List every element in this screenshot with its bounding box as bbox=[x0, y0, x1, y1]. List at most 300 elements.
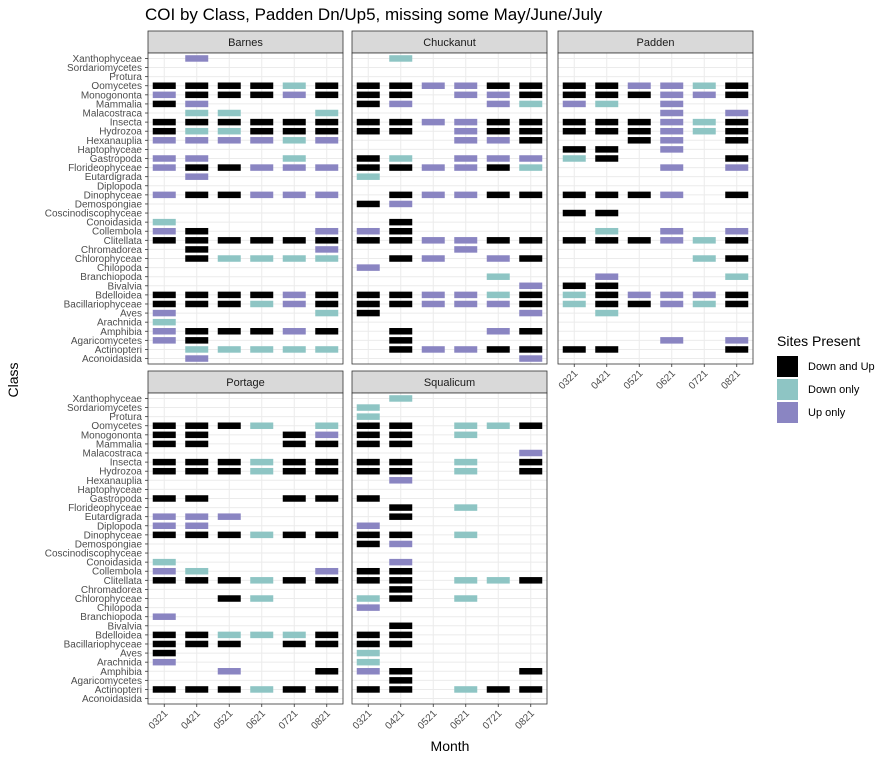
tile-padden-insecta-0621 bbox=[660, 119, 683, 126]
x-tick-label: 0821 bbox=[719, 368, 743, 392]
tile-barnes-hexanauplia-0521 bbox=[218, 137, 241, 144]
tile-padden-agaricomycetes-0821 bbox=[725, 337, 748, 344]
tile-portage-insecta-0821 bbox=[315, 459, 338, 466]
tile-squalicum-bivalvia-0421 bbox=[389, 623, 412, 630]
tile-chuckanut-dinophyceae-0521 bbox=[422, 192, 445, 199]
tile-squalicum-monogononta-0621 bbox=[454, 432, 477, 439]
x-tick-label: 0521 bbox=[415, 708, 440, 732]
y-tick-label: Bdelloidea bbox=[95, 630, 142, 642]
tile-squalicum-dinophyceae-0421 bbox=[389, 532, 412, 539]
y-tick-label: Eutardigrada bbox=[84, 172, 142, 184]
tile-chuckanut-mammalia-0321 bbox=[357, 101, 380, 108]
tile-barnes-monogononta-0821 bbox=[315, 92, 338, 99]
tile-barnes-aves-0821 bbox=[315, 310, 338, 317]
plot-background bbox=[148, 393, 343, 704]
tile-barnes-malacostraca-0421 bbox=[185, 110, 208, 117]
tile-chuckanut-demospongiae-0321 bbox=[357, 201, 380, 208]
tile-portage-dinophyceae-0321 bbox=[153, 532, 176, 539]
tile-barnes-bdelloidea-0721 bbox=[283, 292, 306, 299]
facet-label: Padden bbox=[636, 37, 675, 49]
tile-chuckanut-hydrozoa-0621 bbox=[454, 128, 477, 135]
y-tick-label: Agaricomycetes bbox=[70, 335, 142, 347]
tile-barnes-eutardigrada-0421 bbox=[185, 173, 208, 180]
tile-padden-actinopteri-0421 bbox=[595, 346, 618, 353]
tile-padden-oomycetes-0721 bbox=[693, 82, 716, 89]
tile-padden-monogononta-0521 bbox=[628, 92, 651, 99]
tile-squalicum-chlorophyceae-0321 bbox=[357, 595, 380, 602]
tile-chuckanut-oomycetes-0721 bbox=[487, 82, 510, 89]
tile-portage-branchiopoda-0321 bbox=[153, 613, 176, 620]
tile-barnes-bacillariophyceae-0521 bbox=[218, 301, 241, 308]
y-tick-label: Chlorophyceae bbox=[74, 254, 142, 266]
x-tick-label: 0621 bbox=[244, 708, 268, 732]
tile-squalicum-florideophyceae-0621 bbox=[454, 504, 477, 511]
tile-portage-bdelloidea-0821 bbox=[315, 632, 338, 639]
tile-barnes-bacillariophyceae-0721 bbox=[283, 301, 306, 308]
tile-portage-diplopoda-0421 bbox=[185, 523, 208, 530]
tile-chuckanut-gastropoda-0721 bbox=[487, 155, 510, 162]
tile-chuckanut-bacillariophyceae-0321 bbox=[357, 301, 380, 308]
tile-padden-bacillariophyceae-0621 bbox=[660, 301, 683, 308]
tile-chuckanut-clitellata-0521 bbox=[422, 237, 445, 244]
x-tick-label: 0821 bbox=[513, 708, 537, 732]
tile-barnes-clitellata-0721 bbox=[283, 237, 306, 244]
tile-portage-collembola-0421 bbox=[185, 568, 208, 575]
panel-chuckanut bbox=[352, 31, 547, 364]
y-tick-label: Branchiopoda bbox=[80, 612, 142, 624]
tile-portage-insecta-0421 bbox=[185, 459, 208, 466]
tile-portage-diplopoda-0321 bbox=[153, 523, 176, 530]
y-axis-title: Class bbox=[5, 362, 21, 398]
tile-barnes-hexanauplia-0621 bbox=[250, 137, 273, 144]
tile-padden-bivalvia-0321 bbox=[563, 283, 586, 290]
y-tick-label: Clitellata bbox=[103, 575, 142, 587]
tile-barnes-insecta-0321 bbox=[153, 119, 176, 126]
x-tick-label: 0421 bbox=[589, 368, 613, 392]
tile-padden-hydrozoa-0421 bbox=[595, 128, 618, 135]
y-tick-label: Chlorophyceae bbox=[74, 594, 142, 606]
tile-portage-clitellata-0821 bbox=[315, 577, 338, 584]
y-tick-label: Aconoidasida bbox=[81, 694, 142, 706]
tile-padden-gastropoda-0421 bbox=[595, 155, 618, 162]
tile-padden-collembola-0621 bbox=[660, 228, 683, 235]
tile-squalicum-eutardigrada-0421 bbox=[389, 513, 412, 520]
tile-chuckanut-bacillariophyceae-0421 bbox=[389, 301, 412, 308]
tile-padden-monogononta-0821 bbox=[725, 92, 748, 99]
tile-portage-clitellata-0321 bbox=[153, 577, 176, 584]
tile-padden-oomycetes-0521 bbox=[628, 82, 651, 89]
tile-chuckanut-dinophyceae-0721 bbox=[487, 192, 510, 199]
tile-barnes-gastropoda-0321 bbox=[153, 155, 176, 162]
tile-padden-hydrozoa-0321 bbox=[563, 128, 586, 135]
tile-chuckanut-florideophyceae-0321 bbox=[357, 164, 380, 171]
tile-chuckanut-florideophyceae-0621 bbox=[454, 164, 477, 171]
tile-barnes-amphibia-0621 bbox=[250, 328, 273, 335]
tile-chuckanut-clitellata-0321 bbox=[357, 237, 380, 244]
tile-portage-insecta-0721 bbox=[283, 459, 306, 466]
tile-barnes-florideophyceae-0421 bbox=[185, 164, 208, 171]
plot-background bbox=[352, 393, 547, 704]
y-tick-label: Hexanauplia bbox=[86, 135, 142, 147]
tile-portage-actinopteri-0421 bbox=[185, 686, 208, 693]
tile-barnes-monogononta-0421 bbox=[185, 92, 208, 99]
tile-chuckanut-amphibia-0721 bbox=[487, 328, 510, 335]
tile-barnes-dinophyceae-0621 bbox=[250, 192, 273, 199]
tile-chuckanut-insecta-0321 bbox=[357, 119, 380, 126]
y-tick-label: Oomycetes bbox=[91, 81, 142, 93]
tile-chuckanut-bdelloidea-0421 bbox=[389, 292, 412, 299]
y-tick-label: Collembola bbox=[91, 226, 142, 238]
tile-padden-monogononta-0621 bbox=[660, 92, 683, 99]
tile-portage-monogononta-0321 bbox=[153, 432, 176, 439]
y-tick-label: Florideophyceae bbox=[68, 503, 142, 515]
tile-portage-amphibia-0521 bbox=[218, 668, 241, 675]
tile-portage-eutardigrada-0321 bbox=[153, 513, 176, 520]
tile-padden-clitellata-0421 bbox=[595, 237, 618, 244]
tile-barnes-bdelloidea-0621 bbox=[250, 292, 273, 299]
tile-chuckanut-florideophyceae-0821 bbox=[519, 164, 542, 171]
tile-squalicum-oomycetes-0421 bbox=[389, 422, 412, 429]
tile-padden-hydrozoa-0821 bbox=[725, 128, 748, 135]
tile-chuckanut-oomycetes-0521 bbox=[422, 82, 445, 89]
tile-padden-clitellata-0321 bbox=[563, 237, 586, 244]
y-tick-label: Dinophyceae bbox=[83, 190, 142, 202]
tile-squalicum-gastropoda-0321 bbox=[357, 495, 380, 502]
tile-portage-oomycetes-0621 bbox=[250, 422, 273, 429]
tile-squalicum-actinopteri-0321 bbox=[357, 686, 380, 693]
tile-barnes-oomycetes-0821 bbox=[315, 82, 338, 89]
tile-chuckanut-actinopteri-0521 bbox=[422, 346, 445, 353]
tile-chuckanut-bacillariophyceae-0721 bbox=[487, 301, 510, 308]
tile-padden-aves-0421 bbox=[595, 310, 618, 317]
tile-barnes-dinophyceae-0721 bbox=[283, 192, 306, 199]
tile-padden-hydrozoa-0621 bbox=[660, 128, 683, 135]
tile-portage-bacillariophyceae-0821 bbox=[315, 641, 338, 648]
tile-squalicum-protura-0321 bbox=[357, 413, 380, 420]
tile-padden-hydrozoa-0721 bbox=[693, 128, 716, 135]
tile-padden-gastropoda-0321 bbox=[563, 155, 586, 162]
tile-portage-dinophyceae-0521 bbox=[218, 532, 241, 539]
tile-portage-dinophyceae-0721 bbox=[283, 532, 306, 539]
y-tick-label: Aves bbox=[119, 308, 142, 320]
tile-padden-hexanauplia-0521 bbox=[628, 137, 651, 144]
tile-chuckanut-monogononta-0821 bbox=[519, 92, 542, 99]
tile-portage-oomycetes-0521 bbox=[218, 422, 241, 429]
tile-barnes-clitellata-0521 bbox=[218, 237, 241, 244]
tile-barnes-clitellata-0621 bbox=[250, 237, 273, 244]
tile-barnes-dinophyceae-0821 bbox=[315, 192, 338, 199]
tile-barnes-hexanauplia-0421 bbox=[185, 137, 208, 144]
tile-padden-bivalvia-0421 bbox=[595, 283, 618, 290]
tile-portage-bacillariophyceae-0521 bbox=[218, 641, 241, 648]
tile-squalicum-actinopteri-0721 bbox=[487, 686, 510, 693]
tile-portage-eutardigrada-0521 bbox=[218, 513, 241, 520]
tile-padden-insecta-0821 bbox=[725, 119, 748, 126]
tile-portage-chlorophyceae-0621 bbox=[250, 595, 273, 602]
tile-squalicum-insecta-0821 bbox=[519, 459, 542, 466]
tile-chuckanut-amphibia-0821 bbox=[519, 328, 542, 335]
y-tick-label: Dinophyceae bbox=[83, 530, 142, 542]
tile-chuckanut-bacillariophyceae-0521 bbox=[422, 301, 445, 308]
tile-chuckanut-collembola-0421 bbox=[389, 228, 412, 235]
tile-padden-oomycetes-0821 bbox=[725, 82, 748, 89]
y-tick-label: Arachnida bbox=[96, 657, 142, 669]
tile-squalicum-collembola-0321 bbox=[357, 568, 380, 575]
tile-squalicum-hydrozoa-0421 bbox=[389, 468, 412, 475]
plot-background bbox=[558, 53, 753, 364]
tile-padden-clitellata-0821 bbox=[725, 237, 748, 244]
tile-barnes-hydrozoa-0321 bbox=[153, 128, 176, 135]
x-tick-label: 0621 bbox=[448, 708, 472, 732]
tile-barnes-amphibia-0321 bbox=[153, 328, 176, 335]
tile-chuckanut-actinopteri-0721 bbox=[487, 346, 510, 353]
legend-swatch-down-and-up bbox=[777, 356, 798, 377]
tile-portage-oomycetes-0321 bbox=[153, 422, 176, 429]
x-tick-label: 0621 bbox=[654, 368, 678, 392]
tile-barnes-malacostraca-0521 bbox=[218, 110, 241, 117]
tile-barnes-dinophyceae-0521 bbox=[218, 192, 241, 199]
tile-squalicum-clitellata-0821 bbox=[519, 577, 542, 584]
tile-barnes-aves-0321 bbox=[153, 310, 176, 317]
tile-padden-haptophyceae-0421 bbox=[595, 146, 618, 153]
tile-padden-insecta-0421 bbox=[595, 119, 618, 126]
tile-chuckanut-hexanauplia-0821 bbox=[519, 137, 542, 144]
tile-squalicum-agaricomycetes-0421 bbox=[389, 677, 412, 684]
tile-padden-chlorophyceae-0821 bbox=[725, 255, 748, 262]
tile-squalicum-hydrozoa-0621 bbox=[454, 468, 477, 475]
tile-chuckanut-gastropoda-0821 bbox=[519, 155, 542, 162]
tile-barnes-monogononta-0521 bbox=[218, 92, 241, 99]
tile-barnes-malacostraca-0821 bbox=[315, 110, 338, 117]
tile-chuckanut-hydrozoa-0421 bbox=[389, 128, 412, 135]
tile-padden-hydrozoa-0521 bbox=[628, 128, 651, 135]
tile-portage-monogononta-0721 bbox=[283, 432, 306, 439]
tile-chuckanut-insecta-0821 bbox=[519, 119, 542, 126]
tile-portage-bacillariophyceae-0721 bbox=[283, 641, 306, 648]
tile-padden-clitellata-0621 bbox=[660, 237, 683, 244]
tile-chuckanut-dinophyceae-0821 bbox=[519, 192, 542, 199]
y-tick-label: Amphibia bbox=[100, 666, 142, 678]
tile-portage-dinophyceae-0421 bbox=[185, 532, 208, 539]
tile-chuckanut-clitellata-0721 bbox=[487, 237, 510, 244]
tile-barnes-actinopteri-0621 bbox=[250, 346, 273, 353]
y-tick-label: Eutardigrada bbox=[84, 512, 142, 524]
tile-padden-branchiopoda-0421 bbox=[595, 273, 618, 280]
tile-barnes-mammalia-0321 bbox=[153, 101, 176, 108]
tile-chuckanut-oomycetes-0821 bbox=[519, 82, 542, 89]
tile-squalicum-clitellata-0621 bbox=[454, 577, 477, 584]
tile-padden-insecta-0321 bbox=[563, 119, 586, 126]
y-tick-label: Sordariomycetes bbox=[66, 63, 142, 75]
y-tick-label: Gastropoda bbox=[89, 493, 142, 505]
tile-chuckanut-hydrozoa-0321 bbox=[357, 128, 380, 135]
tile-portage-hydrozoa-0521 bbox=[218, 468, 241, 475]
tile-chuckanut-clitellata-0621 bbox=[454, 237, 477, 244]
tile-portage-gastropoda-0421 bbox=[185, 495, 208, 502]
facet-panels bbox=[45, 31, 753, 732]
tile-barnes-xanthophyceae-0421 bbox=[185, 55, 208, 62]
tile-padden-dinophyceae-0821 bbox=[725, 192, 748, 199]
tile-chuckanut-actinopteri-0821 bbox=[519, 346, 542, 353]
tile-squalicum-clitellata-0421 bbox=[389, 577, 412, 584]
tile-barnes-bacillariophyceae-0321 bbox=[153, 301, 176, 308]
tile-squalicum-chromadorea-0421 bbox=[389, 586, 412, 593]
tile-portage-bdelloidea-0421 bbox=[185, 632, 208, 639]
tile-squalicum-chlorophyceae-0621 bbox=[454, 595, 477, 602]
tile-portage-bacillariophyceae-0321 bbox=[153, 641, 176, 648]
y-tick-label: Monogononta bbox=[80, 90, 142, 102]
tile-padden-dinophyceae-0621 bbox=[660, 192, 683, 199]
tile-squalicum-amphibia-0821 bbox=[519, 668, 542, 675]
y-tick-label: Haptophyceae bbox=[77, 144, 142, 156]
y-tick-label: Malacostraca bbox=[82, 448, 142, 460]
tile-squalicum-bdelloidea-0421 bbox=[389, 632, 412, 639]
tile-barnes-amphibia-0521 bbox=[218, 328, 241, 335]
tile-padden-collembola-0421 bbox=[595, 228, 618, 235]
tile-padden-clitellata-0521 bbox=[628, 237, 651, 244]
tile-barnes-oomycetes-0421 bbox=[185, 82, 208, 89]
y-tick-label: Branchiopoda bbox=[80, 272, 142, 284]
tile-padden-bdelloidea-0721 bbox=[693, 292, 716, 299]
tile-barnes-oomycetes-0621 bbox=[250, 82, 273, 89]
tile-padden-monogononta-0721 bbox=[693, 92, 716, 99]
tile-padden-chlorophyceae-0721 bbox=[693, 255, 716, 262]
tile-squalicum-bacillariophyceae-0321 bbox=[357, 641, 380, 648]
tile-padden-monogononta-0321 bbox=[563, 92, 586, 99]
tile-barnes-oomycetes-0721 bbox=[283, 82, 306, 89]
tile-padden-mammalia-0621 bbox=[660, 101, 683, 108]
tile-padden-florideophyceae-0621 bbox=[660, 164, 683, 171]
tile-portage-monogononta-0821 bbox=[315, 432, 338, 439]
tile-chuckanut-monogononta-0721 bbox=[487, 92, 510, 99]
y-tick-label: Chromadorea bbox=[80, 584, 142, 596]
tile-barnes-clitellata-0321 bbox=[153, 237, 176, 244]
facet-label: Squalicum bbox=[423, 377, 476, 389]
tile-padden-hexanauplia-0621 bbox=[660, 137, 683, 144]
tile-portage-eutardigrada-0421 bbox=[185, 513, 208, 520]
tile-barnes-arachnida-0321 bbox=[153, 319, 176, 326]
y-tick-label: Conoidasida bbox=[86, 557, 142, 569]
tile-chuckanut-branchiopoda-0721 bbox=[487, 273, 510, 280]
y-tick-label: Diplopoda bbox=[96, 181, 142, 193]
tile-chuckanut-dinophyceae-0421 bbox=[389, 192, 412, 199]
tile-portage-hydrozoa-0421 bbox=[185, 468, 208, 475]
tile-portage-bdelloidea-0621 bbox=[250, 632, 273, 639]
tile-barnes-chlorophyceae-0521 bbox=[218, 255, 241, 262]
facet-label: Chuckanut bbox=[423, 37, 476, 49]
tile-barnes-chromadorea-0821 bbox=[315, 246, 338, 253]
tile-padden-bacillariophyceae-0721 bbox=[693, 301, 716, 308]
y-tick-label: Bdelloidea bbox=[95, 290, 142, 302]
tile-chuckanut-monogononta-0421 bbox=[389, 92, 412, 99]
x-tick-label: 0421 bbox=[179, 708, 203, 732]
tile-padden-actinopteri-0821 bbox=[725, 346, 748, 353]
tile-barnes-hexanauplia-0321 bbox=[153, 137, 176, 144]
tile-padden-insecta-0721 bbox=[693, 119, 716, 126]
tile-portage-bacillariophyceae-0421 bbox=[185, 641, 208, 648]
tile-barnes-collembola-0321 bbox=[153, 228, 176, 235]
tile-portage-insecta-0621 bbox=[250, 459, 273, 466]
tile-padden-actinopteri-0321 bbox=[563, 346, 586, 353]
panel-portage bbox=[45, 371, 343, 732]
tile-squalicum-xanthophyceae-0421 bbox=[389, 395, 412, 402]
panel-padden bbox=[557, 31, 753, 392]
tile-squalicum-clitellata-0321 bbox=[357, 577, 380, 584]
x-tick-label: 0421 bbox=[383, 708, 407, 732]
y-tick-label: Coscinodiscophyceae bbox=[44, 548, 142, 560]
y-tick-label: Bivalvia bbox=[107, 281, 142, 293]
x-axis-title: Month bbox=[430, 738, 470, 754]
x-tick-label: 0721 bbox=[480, 708, 505, 732]
chart-title: COI by Class, Padden Dn/Up5, missing some May/June/July bbox=[145, 5, 603, 24]
tile-portage-gastropoda-0721 bbox=[283, 495, 306, 502]
tile-squalicum-sordariomycetes-0321 bbox=[357, 404, 380, 411]
tile-barnes-collembola-0821 bbox=[315, 228, 338, 235]
tile-portage-collembola-0821 bbox=[315, 568, 338, 575]
tile-barnes-insecta-0621 bbox=[250, 119, 273, 126]
tile-squalicum-insecta-0621 bbox=[454, 459, 477, 466]
tile-barnes-bdelloidea-0821 bbox=[315, 292, 338, 299]
x-tick-label: 0321 bbox=[350, 708, 375, 732]
tile-chuckanut-bdelloidea-0621 bbox=[454, 292, 477, 299]
tile-squalicum-actinopteri-0621 bbox=[454, 686, 477, 693]
tile-squalicum-dinophyceae-0321 bbox=[357, 532, 380, 539]
tile-chuckanut-aves-0821 bbox=[519, 310, 542, 317]
tile-chuckanut-bdelloidea-0521 bbox=[422, 292, 445, 299]
tile-chuckanut-amphibia-0421 bbox=[389, 328, 412, 335]
tile-barnes-monogononta-0321 bbox=[153, 92, 176, 99]
tile-barnes-chlorophyceae-0621 bbox=[250, 255, 273, 262]
tile-portage-hydrozoa-0321 bbox=[153, 468, 176, 475]
tile-barnes-gastropoda-0421 bbox=[185, 155, 208, 162]
tile-chuckanut-actinopteri-0421 bbox=[389, 346, 412, 353]
tile-barnes-insecta-0421 bbox=[185, 119, 208, 126]
tile-barnes-amphibia-0721 bbox=[283, 328, 306, 335]
tile-squalicum-oomycetes-0321 bbox=[357, 422, 380, 429]
y-tick-label: Oomycetes bbox=[91, 421, 142, 433]
x-tick-label: 0321 bbox=[146, 708, 171, 732]
y-tick-label: Actinopteri bbox=[94, 344, 142, 356]
tile-squalicum-chilopoda-0321 bbox=[357, 604, 380, 611]
tile-padden-coscinodiscophyceae-0421 bbox=[595, 210, 618, 217]
tile-barnes-bacillariophyceae-0821 bbox=[315, 301, 338, 308]
tile-chuckanut-bacillariophyceae-0821 bbox=[519, 301, 542, 308]
legend-title: Sites Present bbox=[777, 333, 861, 349]
x-tick-label: 0721 bbox=[686, 368, 711, 392]
y-tick-label: Coscinodiscophyceae bbox=[44, 208, 142, 220]
tile-portage-amphibia-0821 bbox=[315, 668, 338, 675]
tile-squalicum-collembola-0421 bbox=[389, 568, 412, 575]
tile-chuckanut-chlorophyceae-0721 bbox=[487, 255, 510, 262]
tile-portage-mammalia-0821 bbox=[315, 441, 338, 448]
y-tick-label: Diplopoda bbox=[96, 521, 142, 533]
tile-squalicum-insecta-0321 bbox=[357, 459, 380, 466]
y-tick-label: Protura bbox=[109, 72, 142, 84]
y-tick-label: Mammalia bbox=[95, 439, 142, 451]
tile-chuckanut-bdelloidea-0821 bbox=[519, 292, 542, 299]
tile-portage-dinophyceae-0621 bbox=[250, 532, 273, 539]
tile-barnes-florideophyceae-0721 bbox=[283, 164, 306, 171]
plot-background bbox=[148, 53, 343, 364]
tile-chuckanut-florideophyceae-0421 bbox=[389, 164, 412, 171]
y-tick-label: Collembola bbox=[91, 566, 142, 578]
tile-portage-hydrozoa-0621 bbox=[250, 468, 273, 475]
tile-chuckanut-mammalia-0721 bbox=[487, 101, 510, 108]
tile-squalicum-aves-0321 bbox=[357, 650, 380, 657]
tile-chuckanut-hydrozoa-0721 bbox=[487, 128, 510, 135]
tile-portage-actinopteri-0721 bbox=[283, 686, 306, 693]
tile-squalicum-insecta-0421 bbox=[389, 459, 412, 466]
